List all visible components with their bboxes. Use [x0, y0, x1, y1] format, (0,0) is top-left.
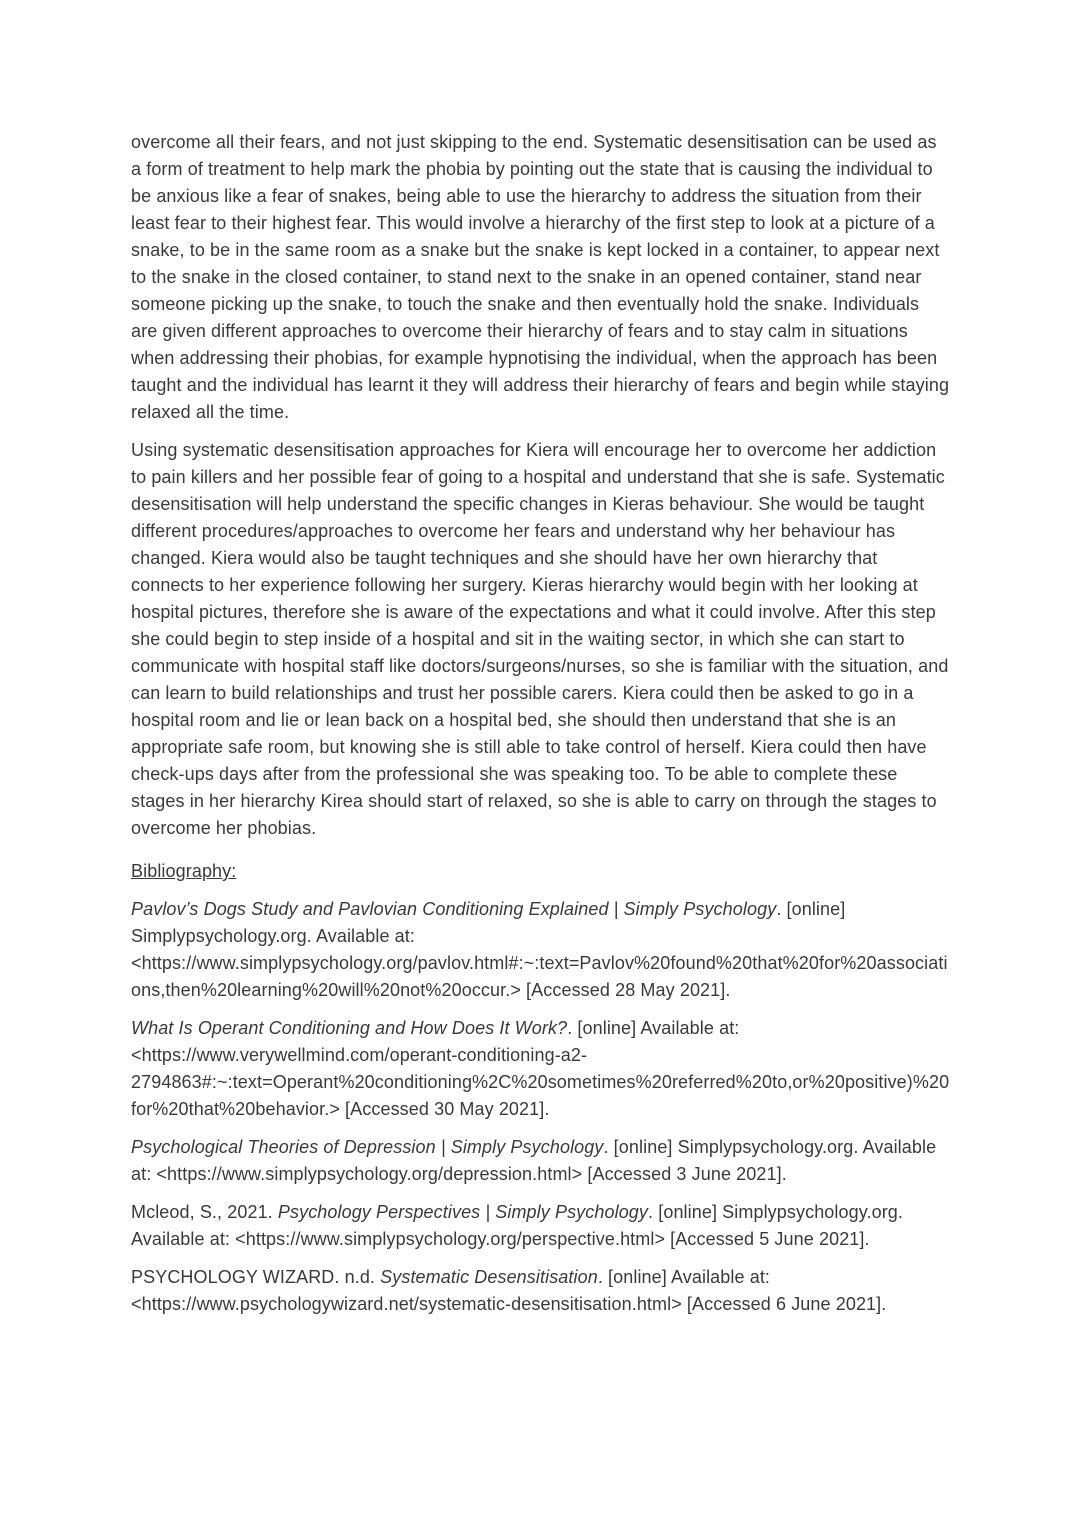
bibliography-entry-psychology-wizard: PSYCHOLOGY WIZARD. n.d. Systematic Desensitisation. [online] Available at: <https://www.psychologywizard.net/systematic-desensitisation.html> [Accessed 6 June 2021].: [131, 1267, 887, 1314]
body-paragraph-1: overcome all their fears, and not just skipping to the end. Systematic desensitisation can be used as a form of treatment to help mark the phobia by pointing out the state that is causing the individual to be anxious like a fear of snakes, being able to use the hierarchy to address the situation from their least fear to their highest fear. This would involve a hierarchy of the first step to look at a picture of a snake, to be in the same room as a snake but the snake is kept locked in a container, to appear next to the snake in the closed container, to stand next to the snake in an opened container, stand near someone picking up the snake, to touch the snake and then eventually hold the snake. Individuals are given different approaches to overcome their hierarchy of fears and to stay calm in situations when addressing their phobias, for example hypnotising the individual, when the approach has been taught and the individual has learnt it they will address their hierarchy of fears and begin while staying relaxed all the time.: [131, 132, 950, 422]
bibliography-entry-pavlov: Pavlov’s Dogs Study and Pavlovian Conditioning Explained | Simply Psychology. [online] Simplypsychology.org. Available at: <https://www.simplypsychology.org/pavlov.html#:~:text=Pavlov%20found%20that%20for%20associations,then%20learning%20will%20not%20occur.> [Accessed 28 May 2021].: [131, 899, 948, 1000]
bibliography-heading-row: [131, 858, 950, 885]
document-content: [131, 129, 950, 1318]
bibliography-heading: Bibliography:: [131, 861, 237, 881]
bibliography-entry-operant-conditioning: What Is Operant Conditioning and How Does It Work?. [online] Available at: <https://www.verywellmind.com/operant-conditioning-a2-2794863#:~:text=Operant%20conditioning%2C%20sometimes%20referred%20to,or%20positive)%20for%20that%20behavior.> [Accessed 30 May 2021].: [131, 1018, 950, 1119]
bibliography-entry-depression: Psychological Theories of Depression | Simply Psychology. [online] Simplypsychology.org. Available at: <https://www.simplypsychology.org/depression.html> [Accessed 3 June 2021].: [131, 1137, 937, 1184]
body-paragraph-2: Using systematic desensitisation approaches for Kiera will encourage her to overcome her addiction to pain killers and her possible fear of going to a hospital and understand that she is safe. Systematic desensitisation will help understand the specific changes in Kieras behaviour. She would be taught different procedures/approaches to overcome her fears and understand why her behaviour has changed. Kiera would also be taught techniques and she should have her own hierarchy that connects to her experience following her surgery. Kieras hierarchy would begin with her looking at hospital pictures, therefore she is aware of the expectations and what it could involve. After this step she could begin to step inside of a hospital and sit in the waiting sector, in which she can start to communicate with hospital staff like doctors/surgeons/nurses, so she is familiar with the situation, and can learn to build relationships and trust her possible carers. Kiera could then be asked to go in a hospital room and lie or lean back on a hospital bed, she should then understand that she is an appropriate safe room, but knowing she is still able to take control of herself. Kiera could then have check-ups days after from the professional she was speaking too. To be able to complete these stages in her hierarchy Kirea should start of relaxed, so she is able to carry on through the stages to overcome her phobias.: [131, 440, 949, 838]
bibliography-entry-mcleod: Mcleod, S., 2021. Psychology Perspectives | Simply Psychology. [online] Simplypsychology.org. Available at: <https://www.simplypsychology.org/perspective.html> [Accessed 5 June 2021].: [131, 1202, 904, 1249]
